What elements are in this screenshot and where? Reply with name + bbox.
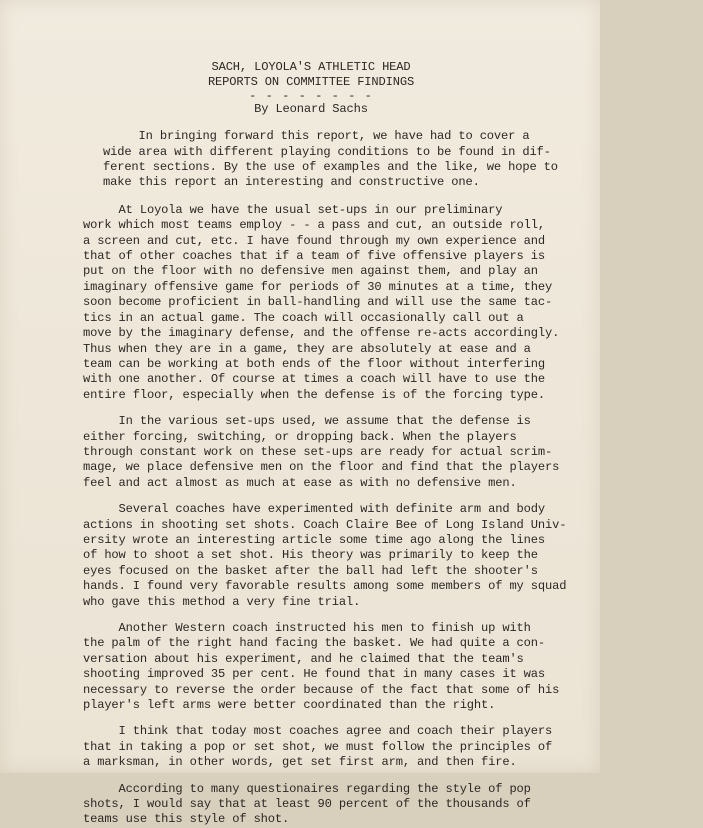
paragraph-line: player's left arms were better coordinated than the right. bbox=[83, 698, 496, 713]
paragraph-line: ferent sections. By the use of examples and the like, we hope to bbox=[103, 160, 558, 175]
paragraph-line: move by the imaginary defense, and the offense re-acts accordingly. bbox=[83, 326, 560, 341]
paragraph-line: mage, we place defensive men on the floor and find that the players bbox=[83, 460, 560, 475]
paragraph-line: who gave this method a very fine trial. bbox=[83, 594, 361, 609]
paragraph-line: I think that today most coaches agree and coach their players bbox=[83, 724, 553, 739]
paragraph-western-coach bbox=[83, 621, 683, 713]
paragraph-line: In bringing forward this report, we have had to cover a bbox=[103, 129, 530, 144]
paragraph-line: work which most teams employ - - a pass and cut, an outside roll, bbox=[83, 218, 545, 233]
paragraph-line: ersity wrote an interesting article some time ago along the lines bbox=[83, 532, 545, 547]
paragraph-line: shooting improved 35 per cent. He found that in many cases it was bbox=[83, 667, 545, 682]
paragraph-line: wide area with different playing conditions to be found in dif- bbox=[103, 144, 551, 159]
paragraph-line: that of other coaches that if a team of five offensive players is bbox=[83, 249, 545, 264]
paragraph-marksman bbox=[83, 724, 683, 770]
paragraph-line: with one another. Of course at times a coach will have to use the bbox=[83, 372, 545, 387]
paragraph-line: In the various set-ups used, we assume that the defense is bbox=[83, 414, 531, 429]
paragraph-line: Thus when they are in a game, they are absolutely at ease and a bbox=[83, 341, 531, 356]
paragraph-line: a marksman, in other words, get set first arm, and then fire. bbox=[83, 755, 517, 770]
paragraph-line: make this report an interesting and constructive one. bbox=[103, 175, 480, 190]
paragraph-line: a screen and cut, etc. I have found through my own experience and bbox=[83, 233, 545, 248]
paragraph-line: versation about his experiment, and he claimed that the team's bbox=[83, 651, 524, 666]
paragraph-line: teams use this style of shot. bbox=[83, 812, 290, 827]
paragraph-line: hands. I found very favorable results among some members of my squad bbox=[83, 579, 567, 594]
paragraph-line: feel and act almost as much at ease as with no defensive men. bbox=[83, 475, 517, 490]
paragraph-questionaires bbox=[83, 782, 683, 828]
paragraph-set-shots bbox=[83, 502, 683, 610]
paragraph-line: entire floor, especially when the defense is of the forcing type. bbox=[83, 387, 545, 402]
paragraph-line: put on the floor with no defensive men against them, and play an bbox=[83, 264, 538, 279]
title-line-2: REPORTS ON COMMITTEE FINDINGS bbox=[207, 75, 415, 90]
paragraph-defense bbox=[83, 414, 683, 491]
paragraph-line: of how to shoot a set shot. His theory was primarily to keep the bbox=[83, 548, 538, 563]
paragraph-line: According to many questionaires regarding the style of pop bbox=[83, 781, 531, 796]
byline: By Leonard Sachs bbox=[254, 101, 368, 116]
paragraph-line: actions in shooting set shots. Coach Claire Bee of Long Island Univ- bbox=[83, 517, 567, 532]
paragraph-line: shots, I would say that at least 90 percent of the thousands of bbox=[83, 797, 531, 812]
title-line-1: SACH, LOYOLA'S ATHLETIC HEAD bbox=[211, 60, 411, 74]
paragraph-line: Several coaches have experimented with definite arm and body bbox=[83, 502, 545, 517]
paragraph-line: either forcing, switching, or dropping back. When the players bbox=[83, 429, 517, 444]
paragraph-line: At Loyola we have the usual set-ups in our preliminary bbox=[83, 202, 503, 217]
paragraph-line: soon become proficient in ball-handling and will use the same tac- bbox=[83, 295, 553, 310]
paragraph-intro bbox=[103, 129, 703, 191]
paragraph-line: eyes focused on the basket after the ball had left the shooter's bbox=[83, 563, 538, 578]
paragraph-line: Another Western coach instructed his men to finish up with bbox=[83, 621, 531, 635]
paragraph-line: the palm of the right hand facing the basket. We had quite a con- bbox=[83, 636, 545, 651]
paragraph-line: team can be working at both ends of the floor without interfering bbox=[83, 356, 545, 371]
paragraph-set-ups bbox=[83, 203, 683, 403]
document-heading bbox=[0, 60, 600, 117]
paragraph-line: imaginary offensive game for periods of 30 minutes at a time, they bbox=[83, 279, 553, 294]
paragraph-line: through constant work on these set-ups are ready for actual scrim- bbox=[83, 444, 553, 459]
paragraph-line: necessary to reverse the order because of the fact that some of his bbox=[83, 682, 560, 697]
paragraph-line: tics in an actual game. The coach will occasionally call out a bbox=[83, 310, 524, 325]
paragraph-line: that in taking a pop or set shot, we must follow the principles of bbox=[83, 739, 553, 754]
title-separator: - - - - - - - - bbox=[249, 88, 373, 103]
